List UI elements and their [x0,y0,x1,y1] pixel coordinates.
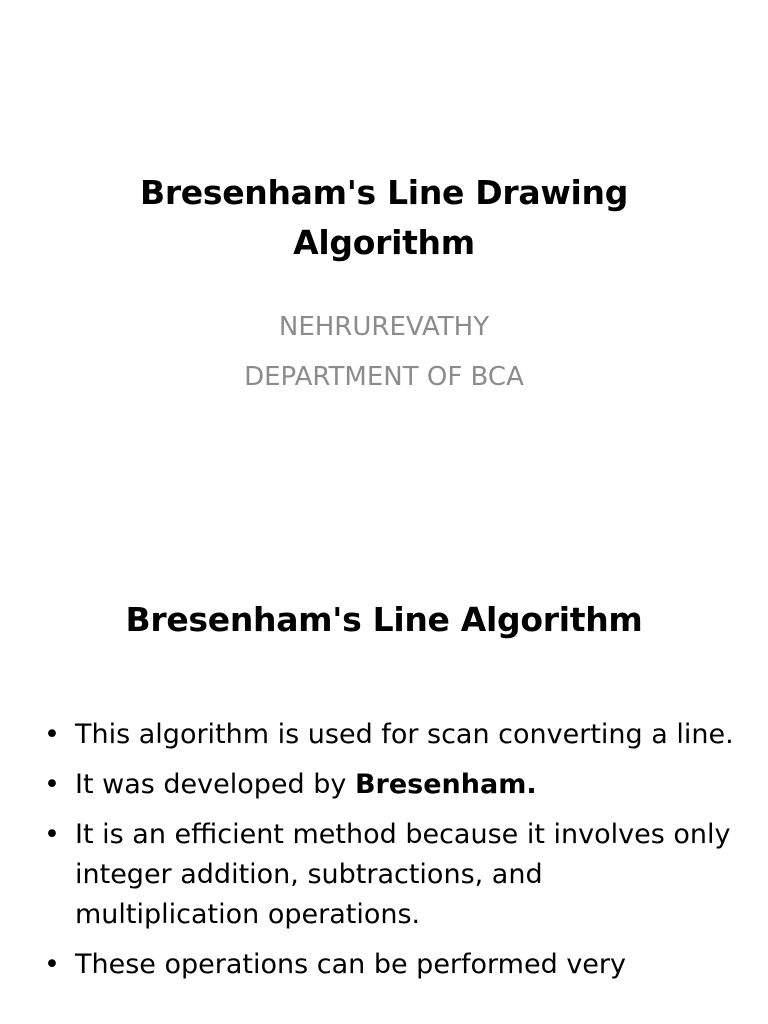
author-name: NEHRUREVATHY [278,312,490,342]
list-item [44,815,734,935]
content-slide [0,540,768,1024]
title-line-1: Bresenham's Line Drawing [139,173,629,212]
bullet-icon: • [44,719,60,750]
slide-title: Bresenham's Line Algorithm [125,600,643,639]
department-name: DEPARTMENT OF BCA [244,362,524,392]
bullet-list [44,715,734,995]
bullet-text: It was developed by [75,769,355,800]
bullet-icon: • [44,769,60,800]
subtitle [0,302,768,402]
list-item [44,765,734,805]
bullet-text: These operations can be performed very [75,949,626,980]
bullet-text: It is an efficient method because it involves only integer addition, subtractions, and multiplication operations. [75,819,731,930]
list-item [44,945,734,985]
bullet-icon: • [44,949,60,980]
title-line-2: Algorithm [293,223,475,262]
bullet-text: This algorithm is used for scan converting a line. [75,719,734,750]
list-item [44,715,734,755]
presentation-title [0,168,768,268]
bullet-icon: • [44,819,60,850]
bullet-bold-text: Bresenham. [354,769,537,800]
